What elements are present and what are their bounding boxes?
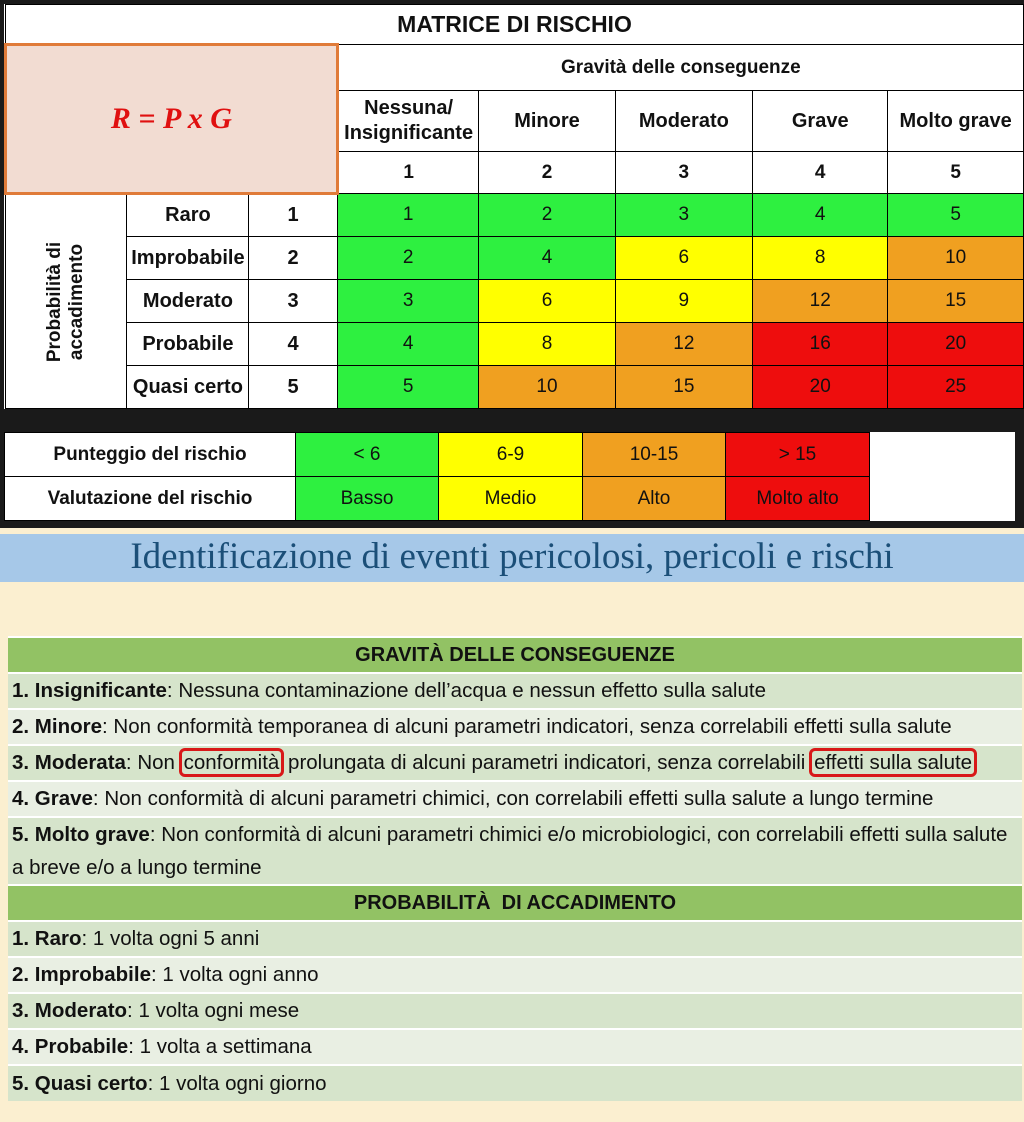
prob-num-3: 3: [249, 280, 337, 323]
item-desc: : 1 volta ogni anno: [150, 963, 319, 986]
severity-num-2: 2: [479, 152, 615, 194]
prob-label-3: Moderato: [127, 280, 249, 323]
severity-label-5: Molto grave: [888, 91, 1024, 152]
item-term: 3. Moderato: [12, 999, 128, 1022]
risk-cell: 9: [615, 280, 753, 323]
probability-header-text: Probabilità di accadimento: [44, 241, 88, 362]
risk-cell: 5: [888, 194, 1024, 237]
risk-cell: 1: [337, 194, 479, 237]
item-term: 1. Insignificante: [12, 679, 167, 702]
list-item: [8, 1065, 1022, 1101]
severity-num-1: 1: [337, 152, 479, 194]
risk-cell: 20: [753, 366, 888, 409]
severity-num-5: 5: [888, 152, 1024, 194]
item-term: 4. Grave: [12, 787, 93, 810]
highlight-box: conformità: [179, 748, 285, 777]
risk-cell: 15: [888, 280, 1024, 323]
evaluation-high: Alto: [583, 477, 726, 521]
risk-formula: R = P x G: [6, 45, 338, 194]
item-desc: : Non conformità di alcuni parametri chimici e/o microbiologici, con correlabili effetti sulla salute a breve e/o a lungo termine: [12, 823, 1008, 879]
risk-cell: 3: [615, 194, 753, 237]
list-item: [8, 1029, 1022, 1065]
item-term: 1. Raro: [12, 927, 82, 950]
item-desc: prolungata di alcuni parametri indicatori, senza correlabili: [282, 751, 812, 774]
item-desc: : 1 volta a settimana: [128, 1035, 312, 1058]
risk-cell: 12: [615, 323, 753, 366]
item-desc: : Non conformità di alcuni parametri chimici, con correlabili effetti sulla salute a lungo termine: [92, 787, 934, 810]
banner-title: Identificazione di eventi pericolosi, pericoli e rischi: [0, 534, 1024, 582]
item-term: 4. Probabile: [12, 1035, 129, 1058]
score-range-low: < 6: [296, 433, 439, 477]
list-item: [8, 817, 1022, 885]
prob-label-5: Quasi certo: [127, 366, 249, 409]
risk-cell: 5: [337, 366, 479, 409]
probability-header: [6, 194, 127, 409]
risk-cell: 2: [337, 237, 479, 280]
prob-label-4: Probabile: [127, 323, 249, 366]
prob-num-4: 4: [249, 323, 337, 366]
item-desc: : 1 volta ogni giorno: [147, 1071, 327, 1095]
score-label: Punteggio del rischio: [5, 433, 296, 477]
item-desc: : 1 volta ogni 5 anni: [81, 927, 260, 950]
evaluation-label: Valutazione del rischio: [5, 477, 296, 521]
legend-blank: [870, 477, 1015, 521]
score-range-medium: 6-9: [439, 433, 583, 477]
list-item: [8, 745, 1022, 781]
risk-cell: 4: [337, 323, 479, 366]
severity-label-4: Grave: [753, 91, 888, 152]
severity-label-3: Moderato: [615, 91, 753, 152]
prob-label-1: Raro: [127, 194, 249, 237]
highlight-box: effetti sulla salute: [809, 748, 977, 777]
risk-cell: 8: [753, 237, 888, 280]
matrix-title: MATRICE DI RISCHIO: [6, 5, 1024, 45]
risk-cell: 12: [753, 280, 888, 323]
risk-cell: 10: [888, 237, 1024, 280]
prob-num-2: 2: [249, 237, 337, 280]
list-item: [8, 673, 1022, 709]
item-term: 5. Molto grave: [12, 823, 150, 846]
list-item: [8, 781, 1022, 817]
risk-cell: 15: [615, 366, 753, 409]
risk-cell: 8: [479, 323, 615, 366]
legend-blank: [870, 433, 1015, 477]
prob-num-1: 1: [249, 194, 337, 237]
list-item: [8, 993, 1022, 1029]
risk-matrix-table: [4, 4, 1024, 409]
item-desc: : 1 volta ogni mese: [127, 999, 300, 1022]
list-item: [8, 957, 1022, 993]
severity-num-4: 4: [753, 152, 888, 194]
risk-cell: 4: [479, 237, 615, 280]
evaluation-very-high: Molto alto: [726, 477, 870, 521]
severity-header: Gravità delle conseguenze: [337, 45, 1023, 91]
definitions-table: [8, 636, 1022, 1101]
risk-legend-table: [4, 432, 1015, 521]
item-term: 2. Minore: [12, 715, 102, 738]
list-item: [8, 709, 1022, 745]
severity-label-2: Minore: [479, 91, 615, 152]
risk-cell: 6: [479, 280, 615, 323]
risk-matrix-panel: [0, 0, 1024, 528]
item-desc: : Non: [125, 751, 181, 774]
probability-section-heading: PROBABILITÀ DI ACCADIMENTO: [8, 885, 1022, 921]
item-term: 3. Moderata: [12, 751, 126, 774]
item-desc: : Non conformità temporanea di alcuni parametri indicatori, senza correlabili effetti sulla salute: [102, 715, 952, 738]
score-range-very-high: > 15: [726, 433, 870, 477]
severity-section-heading: GRAVITÀ DELLE CONSEGUENZE: [8, 637, 1022, 673]
severity-num-3: 3: [615, 152, 753, 194]
list-item: [8, 921, 1022, 957]
risk-cell: 2: [479, 194, 615, 237]
prob-label-2: Improbabile: [127, 237, 249, 280]
risk-cell: 4: [753, 194, 888, 237]
definitions-panel: [0, 528, 1024, 1122]
risk-cell: 20: [888, 323, 1024, 366]
risk-cell: 16: [753, 323, 888, 366]
evaluation-medium: Medio: [439, 477, 583, 521]
severity-label-1: Nessuna/ Insignificante: [337, 91, 479, 152]
item-term: 5. Quasi certo: [12, 1071, 148, 1095]
item-desc: : Nessuna contaminazione dell’acqua e nessun effetto sulla salute: [166, 679, 766, 702]
risk-cell: 25: [888, 366, 1024, 409]
risk-cell: 6: [615, 237, 753, 280]
evaluation-low: Basso: [296, 477, 439, 521]
item-term: 2. Improbabile: [12, 963, 151, 986]
risk-cell: 10: [479, 366, 615, 409]
prob-num-5: 5: [249, 366, 337, 409]
risk-cell: 3: [337, 280, 479, 323]
score-range-high: 10-15: [583, 433, 726, 477]
